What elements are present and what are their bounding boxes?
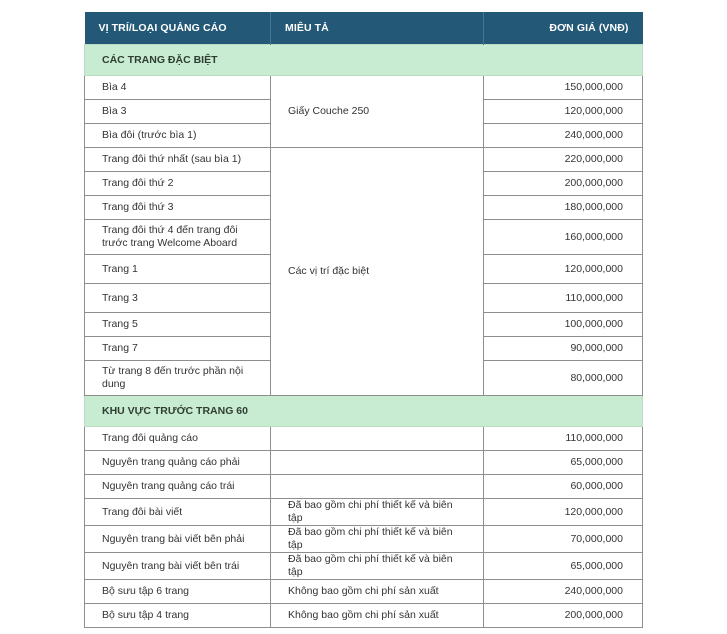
cell-position: Từ trang 8 đến trước phần nội dung — [85, 361, 271, 396]
table-header-row — [85, 12, 643, 45]
cell-position: Trang 5 — [85, 313, 271, 337]
cell-price: 240,000,000 — [484, 580, 643, 604]
cell-description: Đã bao gồm chi phí thiết kế và biên tập — [271, 499, 484, 526]
table-row — [85, 76, 643, 100]
cell-description — [271, 427, 484, 451]
cell-description: Không bao gồm chi phí sản xuất — [271, 604, 484, 628]
cell-position: Nguyên trang bài viết bên trái — [85, 553, 271, 580]
cell-price: 220,000,000 — [484, 148, 643, 172]
cell-position: Bộ sưu tập 4 trang — [85, 604, 271, 628]
cell-description — [271, 475, 484, 499]
header-description: MIÊU TẢ — [271, 12, 484, 45]
cell-position: Bìa 3 — [85, 100, 271, 124]
cell-price: 160,000,000 — [484, 220, 643, 255]
cell-position: Bìa đôi (trước bìa 1) — [85, 124, 271, 148]
cell-price: 90,000,000 — [484, 337, 643, 361]
cell-position: Trang 7 — [85, 337, 271, 361]
cell-price: 65,000,000 — [484, 553, 643, 580]
cell-position: Trang đôi bài viết — [85, 499, 271, 526]
cell-description: Các vị trí đặc biệt — [271, 148, 484, 396]
table-row — [85, 451, 643, 475]
table-row — [85, 427, 643, 451]
cell-price: 150,000,000 — [484, 76, 643, 100]
cell-position: Bộ sưu tập 6 trang — [85, 580, 271, 604]
cell-description: Đã bao gồm chi phí thiết kế và biên tập — [271, 553, 484, 580]
cell-position: Trang 3 — [85, 284, 271, 313]
cell-price: 80,000,000 — [484, 361, 643, 396]
section-heading-special-pages — [85, 45, 643, 76]
cell-price: 110,000,000 — [484, 427, 643, 451]
cell-price: 180,000,000 — [484, 196, 643, 220]
cell-price: 200,000,000 — [484, 604, 643, 628]
cell-position: Trang đôi thứ 4 đến trang đôi trước trang Welcome Aboard — [85, 220, 271, 255]
header-price: ĐƠN GIÁ (VNĐ) — [484, 12, 643, 45]
cell-position: Bìa 4 — [85, 76, 271, 100]
table-row — [85, 553, 643, 580]
section-title: CÁC TRANG ĐẶC BIỆT — [85, 45, 643, 76]
cell-price: 65,000,000 — [484, 451, 643, 475]
cell-description: Đã bao gồm chi phí thiết kế và biên tập — [271, 526, 484, 553]
cell-price: 120,000,000 — [484, 499, 643, 526]
table-row — [85, 580, 643, 604]
ad-pricing-table — [84, 12, 643, 628]
section-heading-before-page-60 — [85, 396, 643, 427]
table-row — [85, 499, 643, 526]
cell-position: Trang đôi thứ 3 — [85, 196, 271, 220]
cell-description: Không bao gồm chi phí sản xuất — [271, 580, 484, 604]
table-row — [85, 475, 643, 499]
header-position: VỊ TRÍ/LOẠI QUẢNG CÁO — [85, 12, 271, 45]
cell-price: 110,000,000 — [484, 284, 643, 313]
section-title: KHU VỰC TRƯỚC TRANG 60 — [85, 396, 643, 427]
cell-position: Trang đôi quảng cáo — [85, 427, 271, 451]
cell-description — [271, 451, 484, 475]
cell-position: Trang đôi thứ 2 — [85, 172, 271, 196]
cell-position: Trang 1 — [85, 255, 271, 284]
cell-price: 120,000,000 — [484, 100, 643, 124]
table-row — [85, 148, 643, 172]
cell-price: 240,000,000 — [484, 124, 643, 148]
table-row — [85, 526, 643, 553]
cell-position: Nguyên trang quảng cáo phải — [85, 451, 271, 475]
cell-price: 120,000,000 — [484, 255, 643, 284]
table-row — [85, 604, 643, 628]
cell-price: 60,000,000 — [484, 475, 643, 499]
cell-description: Giấy Couche 250 — [271, 76, 484, 148]
cell-price: 200,000,000 — [484, 172, 643, 196]
cell-position: Trang đôi thứ nhất (sau bìa 1) — [85, 148, 271, 172]
cell-position: Nguyên trang bài viết bên phải — [85, 526, 271, 553]
cell-position: Nguyên trang quảng cáo trái — [85, 475, 271, 499]
cell-price: 100,000,000 — [484, 313, 643, 337]
cell-price: 70,000,000 — [484, 526, 643, 553]
